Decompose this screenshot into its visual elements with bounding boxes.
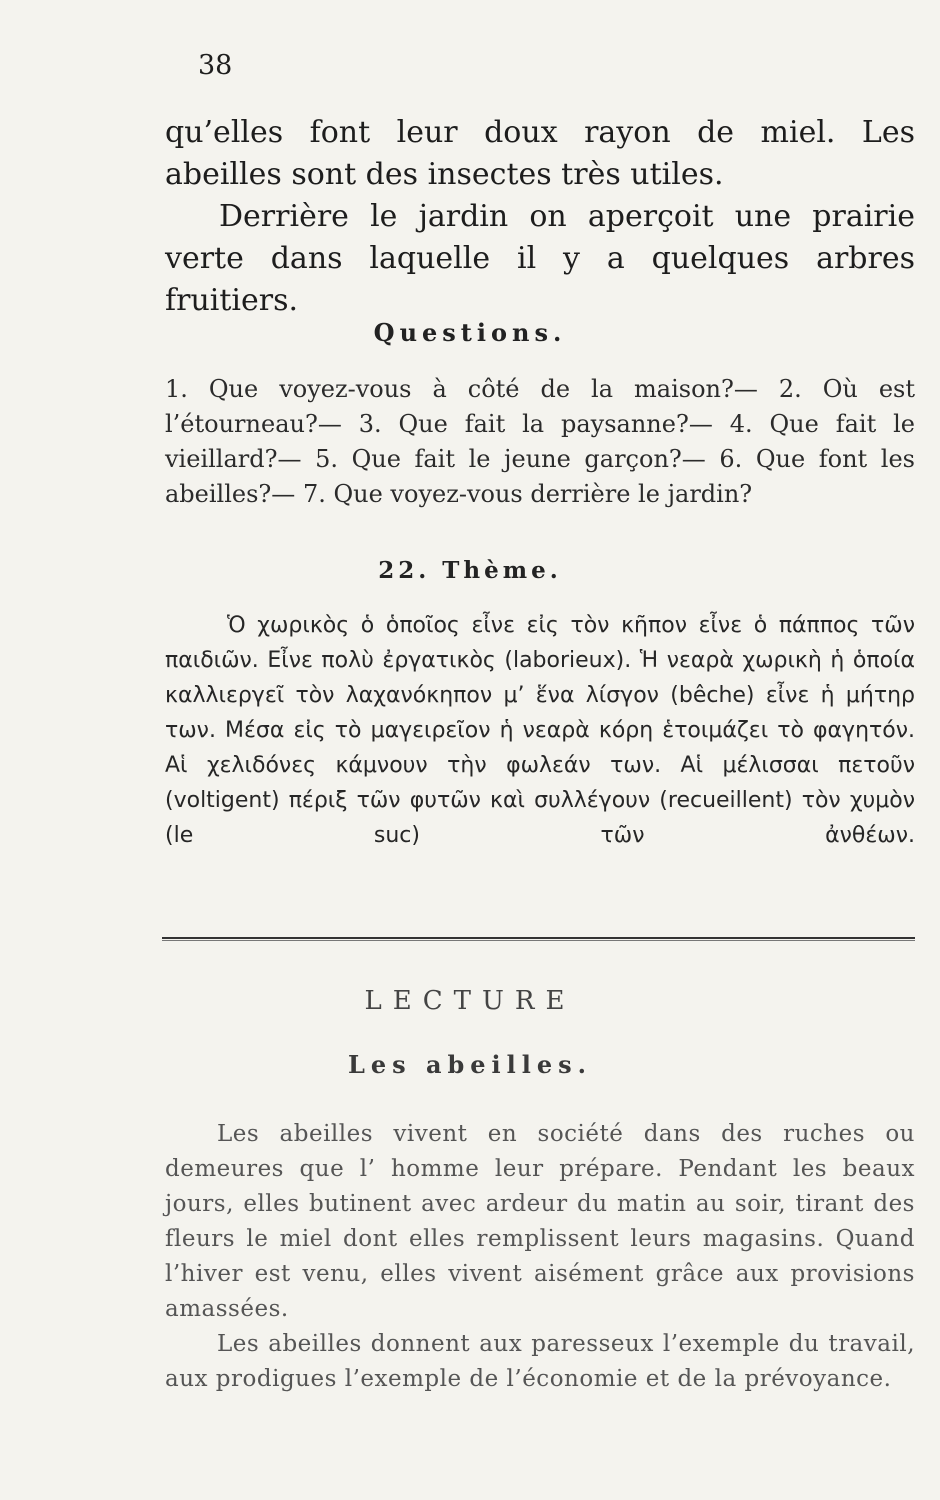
questions-list <box>165 372 915 512</box>
lecture-heading: LECTURE <box>364 986 576 1016</box>
question-item: 7. Que voyez-vous derrière le jardin? <box>302 480 753 508</box>
lecture-subheading: Les abeilles. <box>347 1050 593 1079</box>
page-number: 38 <box>198 50 233 81</box>
theme-heading: 22. Thème. <box>378 557 562 584</box>
intro-paragraph-1: qu’elles font leur doux rayon de miel. Les abeilles sont des insectes très utiles. <box>165 115 915 192</box>
section-divider <box>162 937 915 941</box>
question-item: 4. Que fait le vieillard?— <box>165 410 915 473</box>
question-item: 2. Où est l’étourneau?— <box>165 375 915 438</box>
question-item: 5. Que fait le jeune garçon?— <box>315 445 706 473</box>
lecture-text <box>165 1117 915 1397</box>
question-item: 3. Que fait la paysanne?— <box>358 410 713 438</box>
intro-text <box>165 112 915 322</box>
theme-exercise <box>165 608 915 853</box>
lecture-paragraph-2: Les abeilles donnent aux paresseux l’exemple du travail, aux prodigues l’exemple de l’économie et de la prévoyance. <box>165 1331 915 1392</box>
lecture-paragraph-1: Les abeilles vivent en société dans des ruches ou demeures que l’ homme leur prépare. Pendant les beaux jours, elles butinent avec ardeur du matin au soir, tirant des fleurs le miel dont elles remplissent leurs magasins. Quand l’hiver est venu, elles vivent aisément grâce aux provisions amassées. <box>165 1121 915 1322</box>
questions-heading: Questions. <box>373 318 567 347</box>
intro-paragraph-2: Derrière le jardin on aperçoit une prairie verte dans laquelle il y a quelques arbres fruitiers. <box>165 199 915 318</box>
theme-greek-text: Ὁ χωρικὸς ὁ ὁποῖος εἶνε εἰς τὸν κῆπον εἶνε ὁ πάππος τῶν παιδιῶν. Εἶνε πολὺ ἐργατικὸς (laborieux). Ἡ νεαρὰ χωρικὴ ἡ ὁποία καλλιεργεῖ τὸν λαχανόκηπον μ’ ἕνα λίσγον (bêche) εἶνε ἡ μήτηρ των. Μέσα εἰς τὸ μαγειρεῖον ἡ νεαρὰ κόρη ἑτοιμάζει τὸ φαγητόν. Αἱ χελιδόνες κάμνουν τὴν φωλεάν των. Αἱ μέλισσαι πετοῦν (voltigent) πέριξ τῶν φυτῶν καὶ συλλέγουν (recueillent) τὸν χυμὸν (le suc) τῶν ἀνθέων. <box>165 613 915 848</box>
question-item: 6. Que font les abeilles?— <box>165 445 915 508</box>
question-item: 1. Que voyez-vous à côté de la maison?— <box>165 375 758 403</box>
